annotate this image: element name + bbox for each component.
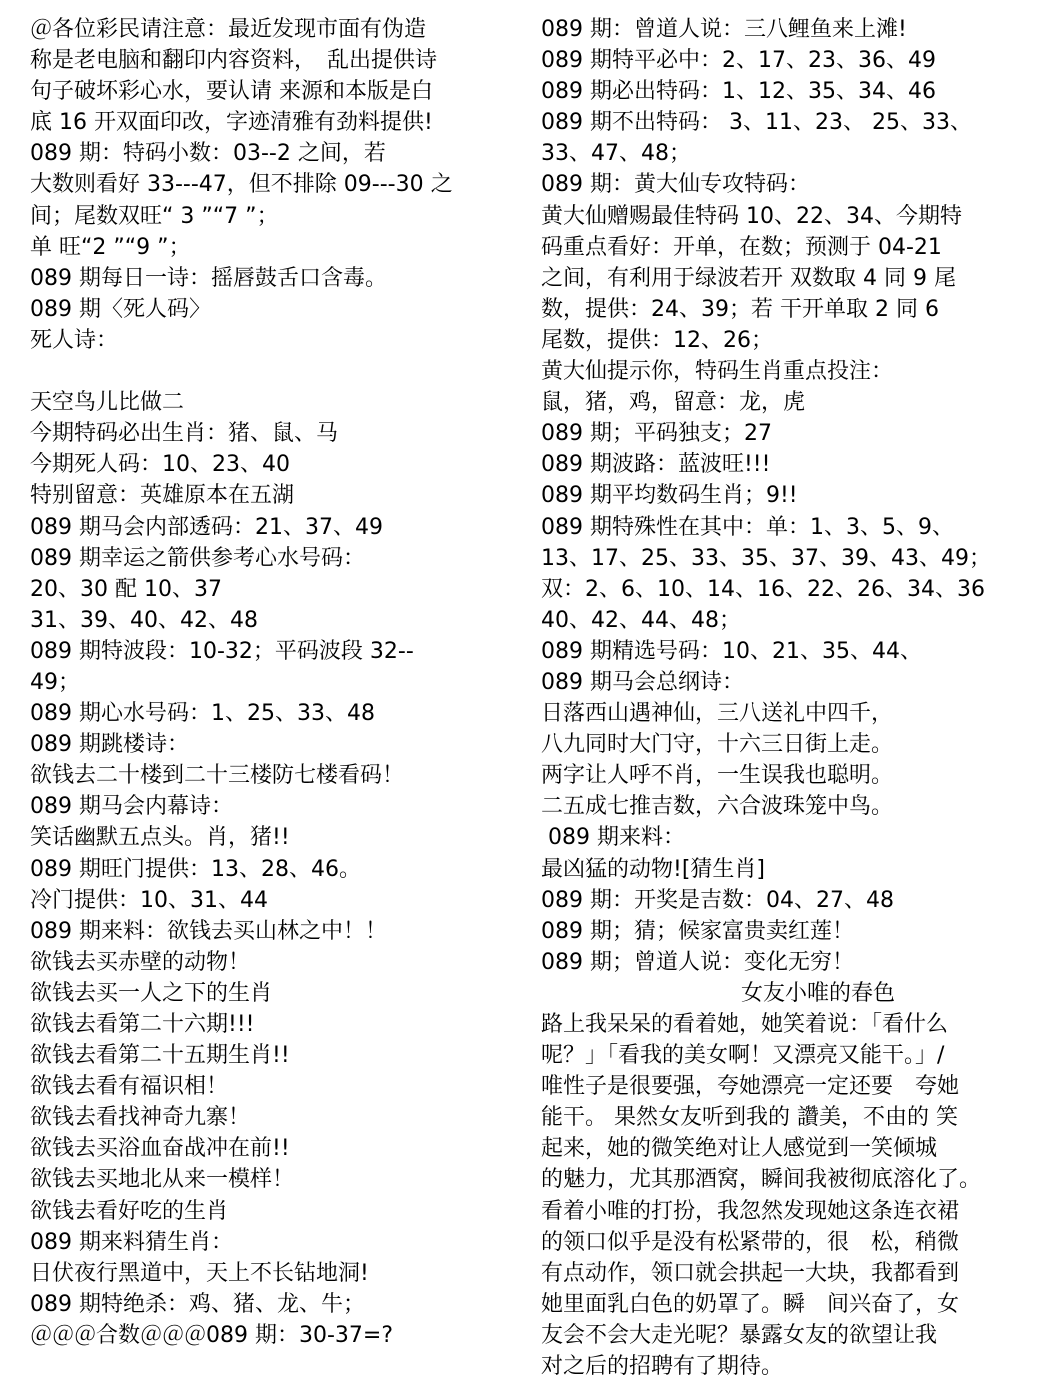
right-line: 日落西山遇神仙，三八送礼中四千，: [541, 701, 894, 727]
left-line: ＠各位彩民请注意：最近发现市面有伪造: [30, 17, 427, 42]
left-line: 欲钱去买一人之下的生肖: [30, 980, 273, 1006]
story-line: 友会不会大走光呢？暴露女友的欲望让我: [541, 1322, 938, 1348]
right-line: 码重点看好：开单，在数；预测于 04-21: [541, 234, 942, 260]
story-line: 的魅力，尤其那酒窝，瞬间我被彻底溶化了。: [541, 1167, 982, 1193]
left-line: 089 期心水号码：1、25、33、48: [30, 701, 375, 727]
left-line: 大数则看好 33---47，但不排除 09---30 之: [30, 172, 453, 198]
left-line: 欲钱去买地北从来一模样！: [30, 1167, 295, 1193]
story-line: 呢？」「看我的美女啊！又漂亮又能干。」/: [541, 1043, 945, 1069]
left-line: 欲钱去看好吃的生肖: [30, 1198, 229, 1224]
story-line: 她里面乳白色的奶罩了。瞬 间兴奋了，女: [541, 1291, 960, 1317]
story-line: 看着小唯的打扮，我忽然发现她这条连衣裙: [541, 1198, 960, 1224]
story-line: 的领口似乎是没有松紧带的，很 松，稍微: [541, 1229, 960, 1255]
right-line: 黄大仙提示你，特码生肖重点投注：: [541, 359, 894, 385]
left-line: 特别留意：英雄原本在五湖: [30, 483, 295, 509]
right-column: [541, 14, 1017, 1382]
left-line: 089 期马会内幕诗：: [30, 794, 233, 820]
left-line: 欲钱去买赤壁的动物！: [30, 949, 251, 975]
left-line: 089 期每日一诗：摇唇鼓舌口含毒。: [30, 265, 387, 291]
left-line: 欲钱去看第二十五期生肖!!: [30, 1043, 290, 1069]
story-line: 路上我呆呆的看着她，她笑着说：「看什么: [541, 1012, 949, 1037]
left-line: 今期特码必出生肖：猪、鼠、马: [30, 421, 339, 447]
left-line: 089 期〈死人码〉: [30, 296, 211, 322]
left-line: 欲钱去看有福识相！: [30, 1074, 229, 1100]
right-line: 数，提供：24、39；若 干开单取 2 同 6: [541, 296, 939, 322]
left-line: 欲钱去买浴血奋战冲在前!!: [30, 1136, 290, 1162]
left-line: 笑话幽默五点头。肖，猪!!: [30, 825, 290, 851]
left-line: 句子破坏彩心水，要认请 来源和本版是白: [30, 79, 433, 105]
left-line: 死人诗：: [30, 327, 119, 353]
right-line: 089 期：黄大仙专攻特码：: [541, 172, 810, 198]
right-line: 089 期：曾道人说：三八鲤鱼来上滩!: [541, 17, 907, 42]
left-line: 单 旺“2 ”“9 ”；: [30, 234, 191, 260]
right-line: 两字让人呼不肖，一生误我也聪明。: [541, 763, 894, 789]
left-line: 089 期幸运之箭供参考心水号码：: [30, 545, 365, 571]
right-line: 八九同时大门守，十六三日街上走。: [541, 732, 894, 758]
left-line: 今期死人码：10、23、40: [30, 452, 290, 478]
left-line: 欲钱去看第二十六期!!!: [30, 1012, 255, 1037]
story-line: 唯性子是很要强，夸她漂亮一定还要 夸她: [541, 1074, 960, 1100]
left-line: 冷门提供：10、31、44: [30, 887, 268, 913]
story-line: 对之后的招聘有了期待。: [541, 1354, 784, 1380]
left-line: 天空鸟儿比做二: [30, 390, 185, 416]
right-line: 双：2、6、10、14、16、22、26、34、36: [541, 576, 985, 602]
left-line: 20、30 配 10、37: [30, 576, 222, 602]
left-line: 089 期：特码小数：03--2 之间，若: [30, 141, 386, 167]
right-line: 089 期必出特码：1、12、35、34、46: [541, 79, 936, 105]
right-line: 089 期马会总纲诗：: [541, 669, 744, 695]
right-line: 二五成七推吉数，六合波珠笼中鸟。: [541, 794, 894, 820]
left-column: [30, 14, 508, 1351]
right-line: 089 期特殊性在其中：单：1、3、5、9、: [541, 514, 954, 540]
left-line: 089 期来料猜生肖：: [30, 1229, 233, 1255]
left-line: 欲钱去看找神奇九寨！: [30, 1105, 251, 1131]
right-line: 089 期精选号码：10、21、35、44、: [541, 638, 922, 664]
left-line: 089 期马会内部透码：21、37、49: [30, 514, 383, 540]
right-line: 最凶猛的动物![猜生肖]: [541, 856, 765, 882]
left-line: 31、39、40、42、48: [30, 607, 258, 633]
right-line: 40、42、44、48；: [541, 607, 741, 633]
right-line: 089 期来料：: [541, 825, 685, 851]
left-line: 49；: [30, 669, 80, 695]
left-line: 日伏夜行黑道中，天上不长钻地洞!: [30, 1260, 369, 1286]
left-line: ＠＠＠合数＠＠＠089 期：30-37=?: [30, 1322, 394, 1348]
left-line: 089 期特绝杀：鸡、猪、龙、牛；: [30, 1291, 365, 1317]
right-line: 089 期；猜；候家富贵卖红莲！: [541, 918, 854, 944]
right-line: 089 期：开奖是吉数：04、27、48: [541, 887, 894, 913]
story-line: 起来，她的微笑绝对让人感觉到一笑倾城: [541, 1136, 938, 1162]
left-line: 底 16 开双面印改，字迹清雅有劲料提供!: [30, 110, 433, 136]
left-line: 089 期特波段：10-32；平码波段 32--: [30, 638, 414, 664]
left-line: [30, 356, 508, 387]
right-line: 13、17、25、33、35、37、39、43、49；: [541, 545, 991, 571]
left-line: 089 期旺门提供：13、28、46。: [30, 856, 361, 882]
left-line: 089 期来料：欲钱去买山林之中！！: [30, 918, 387, 944]
left-line: 089 期跳楼诗：: [30, 732, 189, 758]
right-line: 089 期波路：蓝波旺!!!: [541, 452, 771, 478]
right-line: 尾数，提供：12、26；: [541, 327, 773, 353]
right-line: 33、47、48；: [541, 141, 691, 167]
story-title: 女友小唯的春色: [741, 980, 896, 1006]
right-line: 089 期；平码独支；27: [541, 421, 772, 447]
right-line: 鼠，猪，鸡，留意：龙，虎: [541, 390, 806, 416]
story-line: 有点动作，领口就会拱起一大块，我都看到: [541, 1260, 960, 1286]
right-line: 黄大仙赠赐最佳特码 10、22、34、今期特: [541, 203, 962, 229]
right-line: 089 期平均数码生肖；9!!: [541, 483, 798, 509]
left-line: 间；尾数双旺“ 3 ”“7 ”；: [30, 203, 279, 229]
left-line: 称是老电脑和翻印内容资料， 乱出提供诗: [30, 48, 438, 74]
left-line: 欲钱去二十楼到二十三楼防七楼看码！: [30, 763, 405, 789]
right-line: 之间，有利用于绿波若开 双数取 4 同 9 尾: [541, 265, 956, 291]
right-line: 089 期不出特码： 3、11、23、 25、33、: [541, 110, 972, 136]
right-line: 089 期；曾道人说：变化无穷！: [541, 949, 854, 975]
story-line: 能干。 果然女友听到我的 讚美，不由的 笑: [541, 1105, 958, 1131]
right-line: 089 期特平必中：2、17、23、36、49: [541, 48, 936, 74]
